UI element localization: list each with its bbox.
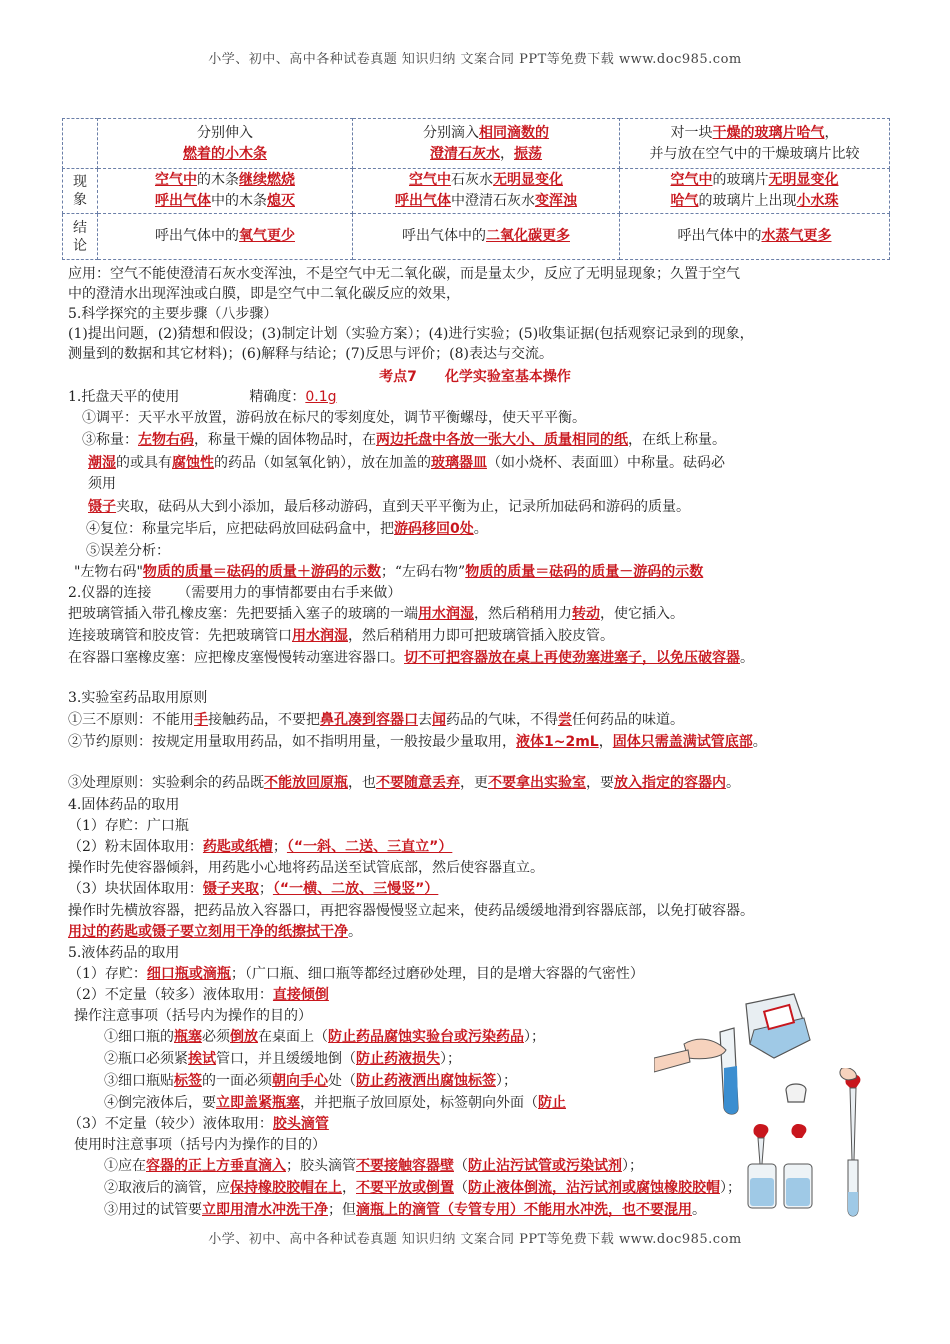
- balance-line-7: [86, 519, 488, 539]
- f5g: ）；: [524, 1029, 545, 1045]
- dropper-note-1: [104, 1156, 643, 1176]
- b3e: ，在纸上称量。: [628, 432, 726, 448]
- conclusion-col1: [98, 214, 353, 260]
- section-5-line-b: 测量到的数据和其它材料)；(6)解释与结论；(7)反思与评价；(8)表达与交流。: [68, 346, 553, 362]
- f11d: 不要接触容器壁: [356, 1158, 454, 1174]
- b6a: 镊子: [88, 499, 116, 515]
- f12b: 保持橡胶胶帽在上: [230, 1180, 342, 1196]
- solid-powder-op: 操作时先使容器倾斜，用药匙小心地将药品送至试管底部，然后使容器直立。: [68, 860, 544, 876]
- phenomenon-col2: [353, 169, 620, 214]
- b1b: 精确度：: [249, 389, 306, 405]
- c3a: 呼出气体中的: [677, 228, 762, 244]
- p6c: 小水珠: [796, 193, 839, 209]
- balance-line-6: [88, 497, 690, 517]
- f6a: ②瓶口必须紧: [104, 1051, 188, 1067]
- b3c: ，称量干燥的固体物品时，在: [194, 432, 376, 448]
- c2a: 呼出气体中的: [402, 228, 486, 244]
- f7c: 的一面必须: [202, 1073, 272, 1089]
- d2d: 鼻孔凑到容器口: [320, 712, 418, 728]
- f11a: ①应在: [104, 1158, 146, 1174]
- d2b: 手: [194, 712, 208, 728]
- f3a: （2）不定量（较多）液体取用：: [68, 987, 273, 1003]
- d4b: 不能放回原瓶: [264, 775, 348, 791]
- b4a: 潮湿: [88, 455, 116, 471]
- f8b: 立即盖紧瓶塞: [216, 1095, 300, 1111]
- d4h: 放入指定的容器内: [614, 775, 726, 791]
- c2b: 用水润湿: [418, 606, 474, 622]
- e5b: 镊子夹取: [202, 881, 259, 897]
- f11e: （: [454, 1158, 468, 1174]
- e7b: 。: [348, 924, 362, 940]
- f11c: ；胶头滴管: [286, 1158, 356, 1174]
- p4a: 呼出气体: [395, 193, 451, 209]
- d3c: ，: [598, 734, 613, 750]
- phenomenon-col1: [98, 169, 353, 214]
- b7a: ④复位：称量完毕后，应把砝码放回砝码盒中，把: [86, 521, 394, 537]
- b1a: 1.托盘天平的使用: [68, 389, 180, 405]
- e5d: （“一横、二放、三慢竖”）: [272, 881, 439, 897]
- f12g: ）；: [720, 1180, 741, 1196]
- balance-line-3: [82, 430, 726, 450]
- d4f: 不要拿出实验室: [488, 775, 586, 791]
- topic-7-title: 考点7 化学实验室基本操作: [379, 369, 571, 385]
- f11g: ）；: [622, 1158, 643, 1174]
- col1-header: [98, 119, 353, 169]
- f8d: 防止: [538, 1095, 566, 1111]
- section-5-line-a: (1)提出问题，(2)猜想和假设；(3)制定计划（实验方案）；(4)进行实验；(5)收集证据(包括观察记录到的现象，: [68, 326, 754, 342]
- liquid-note-1: [104, 1027, 545, 1047]
- d2c: 接触药品，不要把: [208, 712, 320, 728]
- balance-line-5: 须用: [88, 476, 116, 492]
- section-5-title: 5.科学探究的主要步骤（八步骤）: [68, 306, 278, 322]
- conclusion-col2: [353, 214, 620, 260]
- phenomenon-label: [63, 169, 98, 214]
- f5a: ①细口瓶的: [104, 1029, 174, 1045]
- f6b: 挨试: [188, 1051, 216, 1067]
- f7b: 标签: [174, 1073, 202, 1089]
- f5d: 倒放: [230, 1029, 258, 1045]
- f6e: ）；: [440, 1051, 461, 1067]
- p2c: 熄灭: [267, 193, 295, 209]
- page-footer: 小学、初中、高中各种试卷真题 知识归纳 文案合同 PPT等免费下载 www.doc985.com: [208, 1232, 742, 1247]
- experiment-table: [62, 118, 890, 260]
- conclusion-label-2: 论: [73, 237, 87, 254]
- f9b: 胶头滴管: [272, 1116, 329, 1132]
- drug-principle-3: [68, 773, 740, 793]
- f13e: 。: [692, 1202, 706, 1218]
- e5c: ；: [258, 881, 273, 897]
- connect-line-4: [68, 648, 754, 668]
- d2g: 药品的气味，不得: [446, 712, 558, 728]
- f6d: 防止药液损失: [356, 1051, 440, 1067]
- col2-header: [353, 119, 620, 169]
- e3c: ；: [272, 839, 287, 855]
- b9d: 物质的质量＝砝码的质量－游码的示数: [465, 564, 704, 580]
- f5b: 瓶塞: [174, 1029, 202, 1045]
- c1a: 呼出气体中的: [155, 228, 239, 244]
- e3a: （2）粉末固体取用：: [68, 839, 203, 855]
- balance-line-2: ①调平：天平水平放置，游码放在标尺的零刻度处，调节平衡螺母，使天平平衡。: [82, 410, 586, 426]
- d2h: 尝: [558, 712, 572, 728]
- page-header: 小学、初中、高中各种试卷真题 知识归纳 文案合同 PPT等免费下载 www.doc985.com: [208, 52, 742, 67]
- c4c: 。: [740, 650, 754, 666]
- b4e: 玻璃器皿: [431, 455, 487, 471]
- f8c: ，并把瓶子放回原处，标签朝向外面（: [300, 1095, 538, 1111]
- c1b: 氧气更少: [239, 228, 295, 244]
- d4e: ，更: [460, 775, 488, 791]
- f11f: 防止沾污试管或污染试剂: [468, 1158, 622, 1174]
- p4b: 中澄清石灰水: [451, 193, 535, 209]
- col3-header: [620, 119, 890, 169]
- dropper-illustration: [740, 1068, 870, 1224]
- liquid-storage: [68, 964, 644, 984]
- b9a: "左物右码": [74, 564, 143, 580]
- d3b: 液体1~2mL: [516, 734, 599, 750]
- f7a: ③细口瓶贴: [104, 1073, 174, 1089]
- f6c: 管口，并且缓缓地倒（: [216, 1051, 356, 1067]
- c2b: 二氧化碳更多: [486, 228, 570, 244]
- p5a: 空气中: [670, 172, 713, 188]
- p6a: 哈气: [670, 193, 699, 209]
- solid-clean: [68, 922, 362, 942]
- f5c: 必须: [202, 1029, 230, 1045]
- f11b: 容器的正上方垂直滴入: [146, 1158, 286, 1174]
- f9a: （3）不定量（较少）液体取用：: [68, 1116, 273, 1132]
- p2b: 中的木条: [211, 193, 267, 209]
- c3a: 连接玻璃管和胶皮管：先把玻璃管口: [68, 628, 292, 644]
- solid-storage: （1）存贮：广口瓶: [68, 818, 189, 834]
- f13a: ③用过的试管要: [104, 1202, 202, 1218]
- p1c: 继续燃烧: [239, 172, 295, 188]
- f5f: 防止药品腐蚀实验台或污染药品: [328, 1029, 524, 1045]
- p3a: 空气中: [409, 172, 451, 188]
- f12f: 防止液体倒流，沾污试剂或腐蚀橡胶胶帽: [468, 1180, 720, 1196]
- b9b: 物质的质量＝砝码的质量＋游码的示数: [142, 564, 381, 580]
- col2-header-d: ，: [500, 145, 514, 162]
- phenomenon-col3: [620, 169, 890, 214]
- balance-line-1: [68, 387, 337, 407]
- c3b: 水蒸气更多: [761, 228, 832, 244]
- app-line-2: 中的澄清水出现浑浊或白膜，即是空气中二氧化碳反应的效果，: [68, 286, 460, 302]
- p1b: 的木条: [197, 172, 239, 188]
- f12a: ②取液后的滴管，应: [104, 1180, 230, 1196]
- f2a: （1）存贮：: [68, 966, 147, 982]
- b4c: 腐蚀性: [172, 455, 214, 471]
- col3-header-d: 并与放在空气中的干燥玻璃片比较: [649, 145, 860, 162]
- d3a: ②节约原则：按规定用量取用药品，如不指明用量，一般按最少量取用，: [68, 734, 516, 750]
- c1a-text: 2.仪器的连接: [68, 585, 152, 601]
- solid-block: [68, 879, 438, 899]
- solid-title: 4.固体药品的取用: [68, 797, 180, 813]
- p5c: 无明显变化: [768, 172, 839, 188]
- phenomenon-label-2: 象: [73, 192, 87, 208]
- c2a: 把玻璃管插入带孔橡皮塞：先把要插入塞子的玻璃的一端: [68, 606, 418, 622]
- d4i: 。: [726, 775, 740, 791]
- c1b-text: （需要用力的事情都要由右手来做）: [177, 585, 402, 601]
- conclusion-col3: [620, 214, 890, 260]
- f7f: 防止药液洒出腐蚀标签: [356, 1073, 496, 1089]
- p3b: 石灰水: [451, 172, 493, 188]
- balance-line-9: [74, 562, 703, 582]
- d2f: 闻: [432, 712, 446, 728]
- col2-header-c: 澄清石灰水: [430, 145, 500, 162]
- phenomenon-label-1: 现: [73, 174, 87, 190]
- c2d: 转动: [572, 606, 600, 622]
- b4b: 的或具有: [116, 455, 172, 471]
- f13c: ；但: [328, 1202, 356, 1218]
- d4g: ，要: [586, 775, 614, 791]
- drug-principle-1: [68, 710, 684, 730]
- liquid-note-2: [104, 1049, 461, 1069]
- col1-header-b: 燃着的小木条: [183, 145, 267, 162]
- liquid-notes-title: 操作注意事项（括号内为操作的目的）: [74, 1008, 312, 1024]
- c4a: 在容器口塞橡皮塞：应把橡皮塞慢慢转动塞进容器口。: [68, 650, 404, 666]
- b7c: 。: [473, 521, 488, 537]
- dropper-note-2: [104, 1178, 741, 1198]
- p5b: 的玻璃片: [712, 172, 769, 188]
- c3b: 用水润湿: [292, 628, 348, 644]
- f5e: 在桌面上（: [258, 1029, 328, 1045]
- b7b: 游码移回0处: [394, 521, 474, 537]
- liquid-more: [68, 985, 329, 1005]
- col2-header-b: 相同滴数的: [479, 124, 549, 141]
- balance-line-8: ⑤误差分析：: [86, 543, 170, 559]
- c2c: ，然后稍稍用力: [474, 606, 572, 622]
- c3c: ，然后稍稍用力即可把玻璃管插入胶皮管。: [348, 628, 614, 644]
- c2e: ，使它插入。: [600, 606, 684, 622]
- e7: 用过的药匙或镊子要立刻用干净的纸擦拭干净: [68, 924, 348, 940]
- col2-header-a: 分别滴入: [423, 124, 479, 141]
- d3e: 。: [752, 734, 767, 750]
- c4b: 切不可把容器放在桌上再使劲塞进塞子，以免压破容器: [404, 650, 740, 666]
- d4d: 不要随意丢弃: [376, 775, 460, 791]
- col2-header-e: 振荡: [514, 145, 542, 162]
- f13d: 滴瓶上的滴管（专管专用）不能用水冲洗，也不要混用: [356, 1202, 692, 1218]
- balance-line-4: [88, 453, 725, 473]
- p6b: 的玻璃片上出现: [698, 193, 797, 209]
- col3-header-c: ，: [824, 124, 839, 141]
- table-corner-cell: [63, 119, 98, 169]
- connect-line-2: [68, 604, 684, 624]
- liquid-note-3: [104, 1071, 517, 1091]
- d2e: 去: [418, 712, 432, 728]
- f8a: ④倒完液体后，要: [104, 1095, 216, 1111]
- drug-principle-2: [68, 732, 767, 752]
- f7e: 处（: [328, 1073, 356, 1089]
- f2c: ；（广口瓶、细口瓶等都经过磨砂处理，目的是增大容器的气密性）: [230, 966, 644, 982]
- b3d: 两边托盘中各放一张大小、质量相同的纸: [376, 432, 628, 448]
- solid-powder: [68, 837, 452, 857]
- b6b: 夹取，砝码从大到小添加，最后移动游码，直到天平平衡为止，记录所加砝码和游码的质量。: [116, 499, 690, 515]
- b4d: 的药品（如氢氧化钠），放在加盖的: [214, 455, 431, 471]
- connect-line-3: [68, 626, 614, 646]
- d3d: 固体只需盖满试管底部: [612, 734, 753, 750]
- col3-header-b: 干燥的玻璃片哈气: [712, 124, 825, 141]
- f2b: 细口瓶或滴瓶: [146, 966, 231, 982]
- b4f: （如小烧杯、表面皿）中称量。砝码必: [487, 455, 725, 471]
- d2i: 任何药品的味道。: [572, 712, 684, 728]
- conclusion-label-1: 结: [73, 219, 87, 236]
- connect-line-1: [68, 583, 401, 603]
- p2a: 呼出气体: [155, 193, 211, 209]
- col3-header-a: 对一块: [670, 124, 713, 141]
- drug-principle-title: 3.实验室药品取用原则: [68, 690, 208, 706]
- b3a: ③称量：: [82, 432, 138, 448]
- f12e: （: [454, 1180, 468, 1196]
- conclusion-label: [63, 214, 98, 260]
- dropper-note-3: [104, 1200, 706, 1220]
- f12d: 不要平放或倒置: [356, 1180, 454, 1196]
- col1-header-a: 分别伸入: [197, 124, 253, 141]
- e5a: （3）块状固体取用：: [68, 881, 203, 897]
- liquid-less: [68, 1114, 329, 1134]
- b3b: 左物右码: [138, 432, 194, 448]
- liquid-note-4: [104, 1093, 566, 1113]
- d2a: ①三不原则：不能用: [68, 712, 194, 728]
- p3c: 无明显变化: [493, 172, 563, 188]
- app-line-1: 应用：空气不能使澄清石灰水变浑浊，不是空气中无二氧化碳，而是量太少，反应了无明显现象；久置于空气: [68, 266, 740, 282]
- e3d: （“一斜、二送、三直立”）: [286, 839, 453, 855]
- e3b: 药匙或纸槽: [202, 839, 273, 855]
- dropper-notes-title: 使用时注意事项（括号内为操作的目的）: [74, 1137, 326, 1153]
- f7d: 朝向手心: [272, 1073, 328, 1089]
- b1c: 0.1g: [305, 389, 337, 405]
- f7g: ）；: [496, 1073, 517, 1089]
- p1a: 空气中: [155, 172, 197, 188]
- f3b: 直接倾倒: [272, 987, 329, 1003]
- liquid-title: 5.液体药品的取用: [68, 945, 180, 961]
- f13b: 立即用清水冲洗干净: [202, 1202, 328, 1218]
- d4a: ③处理原则：实验剩余的药品既: [68, 775, 264, 791]
- f12c: ，: [342, 1180, 356, 1196]
- b9c: ；“左码右物”: [380, 564, 466, 580]
- p4c: 变浑浊: [535, 193, 577, 209]
- solid-block-op: 操作时先横放容器，把药品放入容器口，再把容器慢慢竖立起来，使药品缓缓地滑到容器底部，以免打破容器。: [68, 903, 754, 919]
- d4c: ，也: [348, 775, 376, 791]
